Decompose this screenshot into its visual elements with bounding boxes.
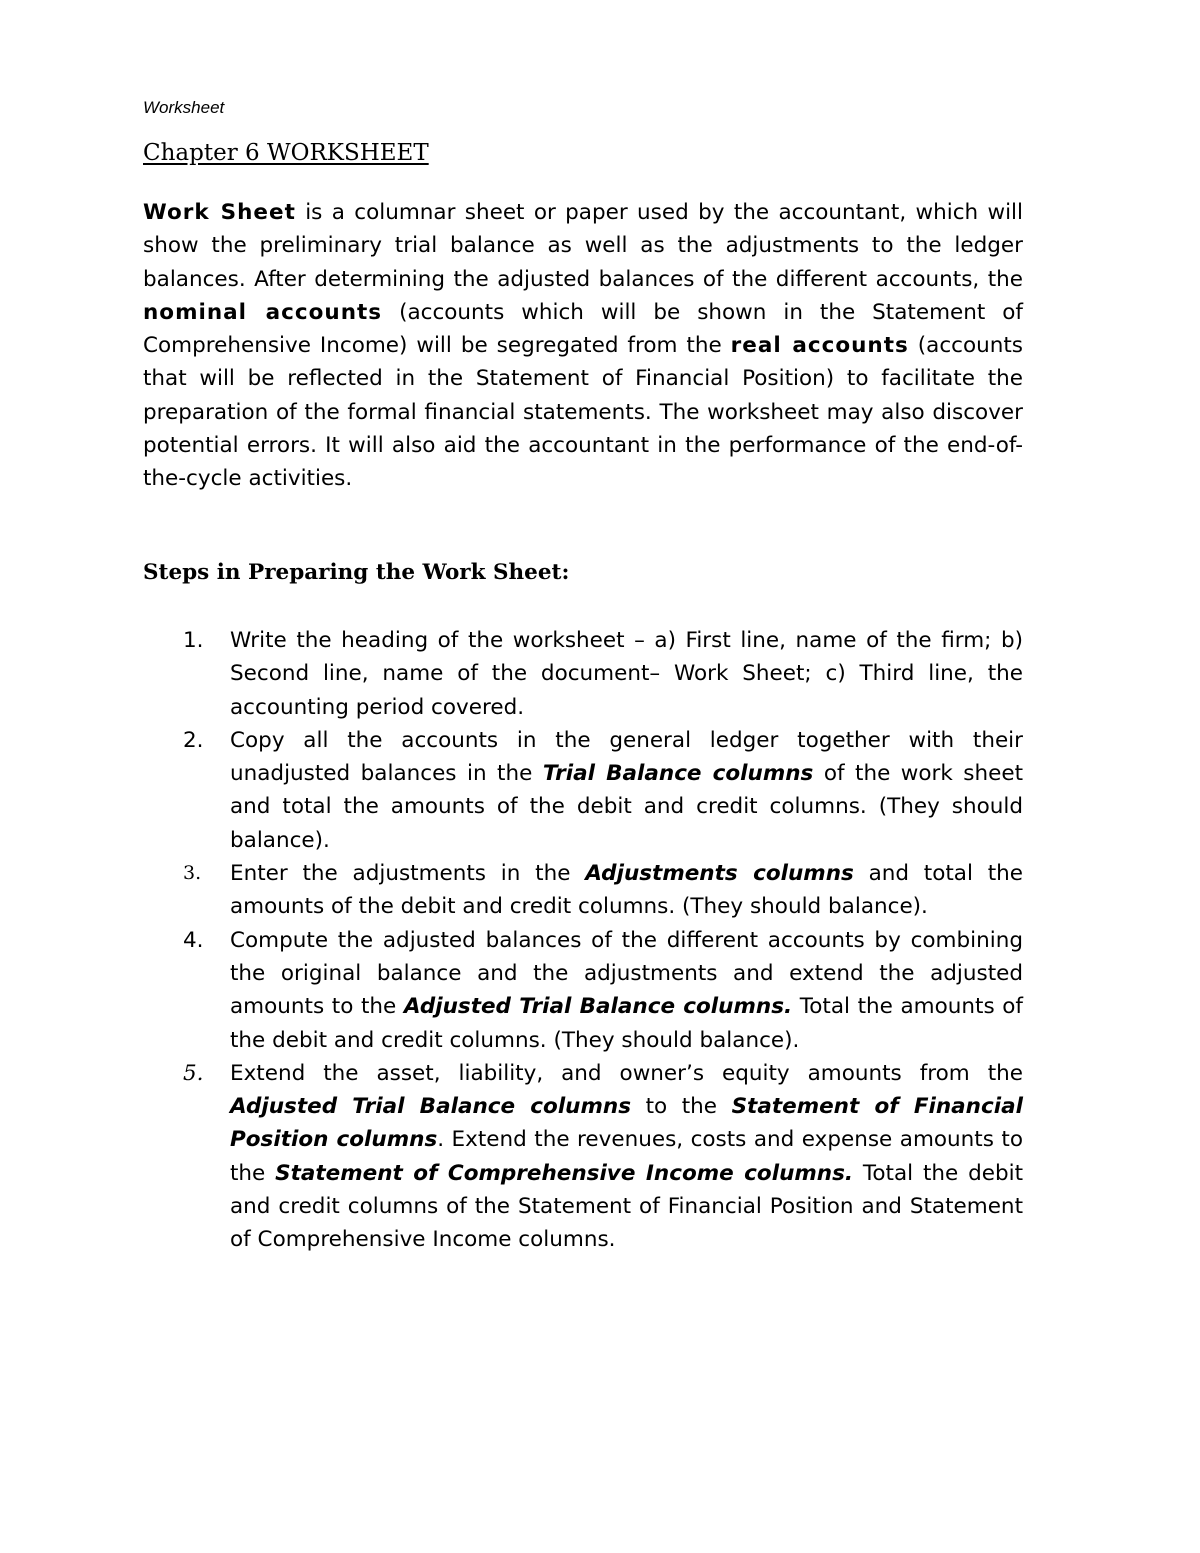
intro-text-3: (accounts that will be reflected in the Statement of Financial Position) to facilitate the preparation of the formal financial statements. The worksheet may also discover potential errors. It will also aid the accountant in the performance of the end-of-the-cycle activities.	[143, 333, 1024, 492]
step-number: 4.	[183, 927, 204, 953]
intro-text-1: is a columnar sheet or paper used by the accountant, which will show the preliminary trial balance as well as the adjustments to the ledger balances. After determining the adjusted balances of the different accounts, the	[143, 200, 1023, 292]
step-text: Enter the adjustments in the	[230, 861, 586, 887]
step-text: Copy all the accounts in the general ledger together with their unadjusted balances in the	[230, 727, 1023, 787]
chapter-title: Chapter 6 WORKSHEET	[143, 140, 429, 166]
intro-paragraph	[143, 196, 1023, 496]
term-nominal-accounts: nominal accounts	[143, 299, 383, 325]
steps-list	[143, 624, 1023, 1257]
step-text: . Extend the revenues, costs and expense amounts to the	[230, 1127, 1023, 1186]
step-text: and total the amounts of the debit and credit columns. (They should balance).	[230, 861, 1024, 920]
step-text: Total the amounts of the debit and credit columns. (They should balance).	[230, 994, 1023, 1053]
step-item	[143, 624, 1023, 724]
step-number: 2.	[183, 727, 204, 753]
term-work-sheet: Work Sheet	[143, 200, 296, 225]
step-item	[143, 857, 1023, 924]
step-text: Write the heading of the worksheet – a) First line, name of the firm; b) Second line, name of the document– Work Sheet; c) Third line, the accounting period covered.	[230, 628, 1023, 720]
steps-heading: Steps in Preparing the Work Sheet:	[143, 560, 570, 585]
step-emphasis: Adjustments columns	[585, 861, 854, 887]
step-text: Total the debit and credit columns of the Statement of Financial Position and Statement of Comprehensive Income columns.	[230, 1160, 1023, 1253]
step-emphasis: Adjusted Trial Balance columns	[230, 1094, 631, 1120]
step-item	[143, 1057, 1023, 1257]
step-text: of the work sheet and total the amounts of the debit and credit columns. (They should balance).	[230, 761, 1023, 853]
step-emphasis: Adjusted Trial Balance columns.	[403, 994, 793, 1020]
step-emphasis: Statement of Comprehensive Income columns.	[275, 1160, 854, 1186]
step-number: 1.	[183, 628, 204, 653]
step-number: 5.	[183, 1060, 204, 1086]
term-real-accounts: real accounts	[730, 333, 909, 359]
step-text: Extend the asset, liability, and owner’s equity amounts from the	[230, 1060, 1023, 1086]
step-text: to the	[631, 1094, 732, 1120]
running-header: Worksheet	[143, 98, 225, 117]
step-item	[143, 724, 1023, 857]
step-number: 3.	[183, 862, 202, 885]
step-emphasis: Trial Balance columns	[542, 761, 814, 787]
intro-text-2: (accounts which will be shown in the Statement of Comprehensive Income) will be segregated from the	[143, 299, 1023, 359]
step-text: Compute the adjusted balances of the different accounts by combining the original balance and the adjustments and extend the adjusted amounts to the	[230, 927, 1023, 1020]
step-emphasis: Statement of Financial Position columns	[230, 1094, 1023, 1153]
step-item	[143, 924, 1023, 1057]
